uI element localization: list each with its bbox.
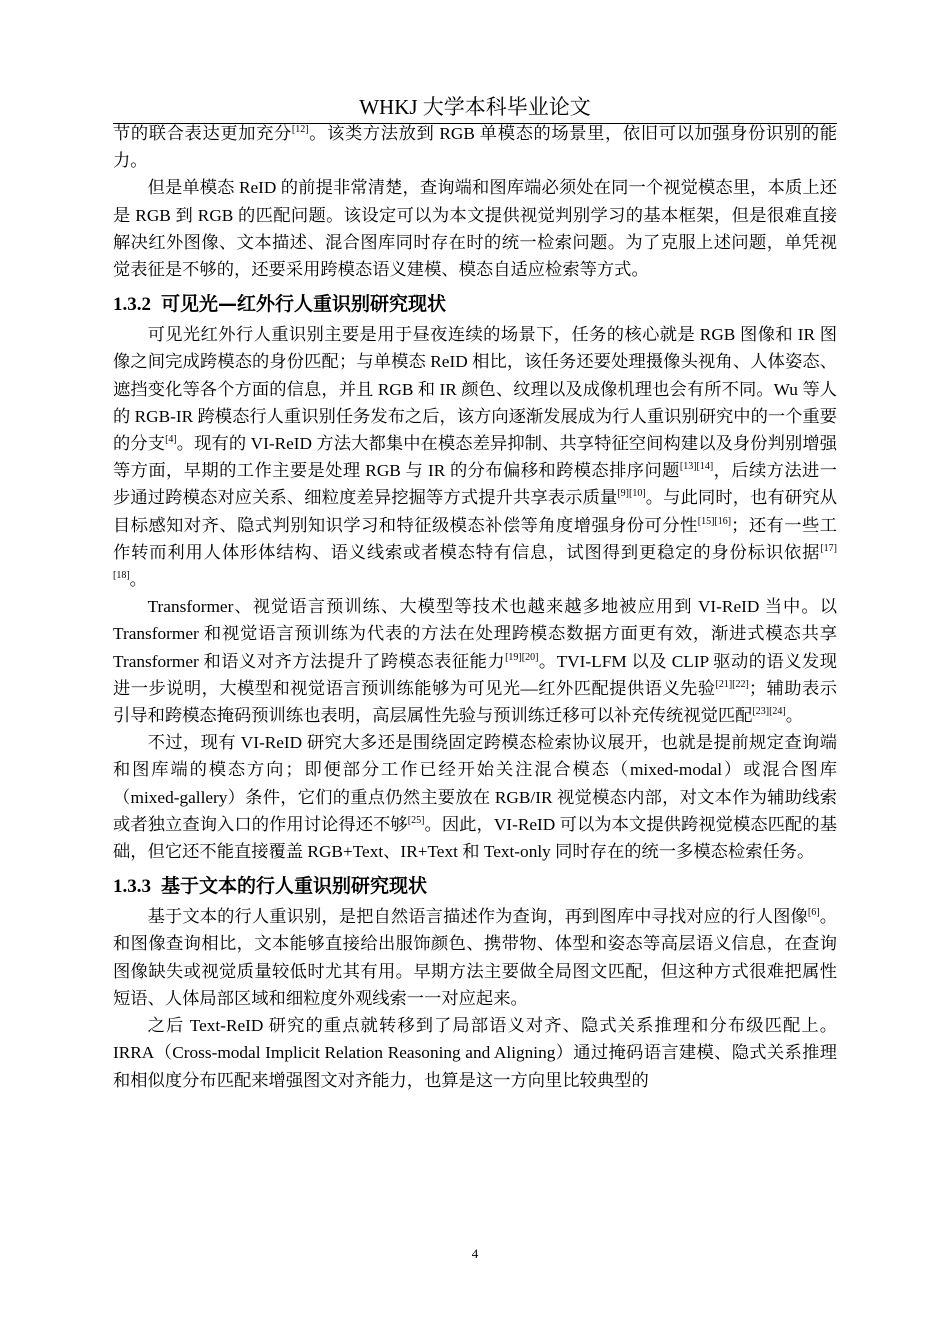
text-run: 。 (129, 570, 147, 590)
text-run: 。与此同时，也有研究从目标感知对齐、隐式判别知识学习和特征级模态补偿等角度增强身份可分性 (113, 488, 837, 535)
citation: [23][24] (752, 706, 786, 718)
paragraph (113, 120, 837, 174)
text-run: 。 (785, 706, 804, 726)
section-number: 1.3.3 (113, 876, 151, 898)
text-run: ；还有一些工作转而利用人体形体结构、语义线索或者模态特有信息，试图得到更稳定的身份标识依据 (113, 515, 837, 562)
section-number: 1.3.2 (113, 294, 151, 316)
citation: [21][22] (715, 679, 749, 691)
text-run: 节的联合表达更加充分 (113, 124, 292, 143)
text-run: 。和图像查询相比，文本能够直接给出服饰颜色、携带物、体型和姿态等高层语义信息，在查询图像缺失或视觉质量较低时尤其有用。早期方法主要做全局图文匹配，但这种方式很难把属性短语、人体局部区域和细粒度外观线索一一对应起来。 (113, 907, 837, 1008)
text-run: 基于文本的行人重识别，是把自然语言描述作为查询，再到图库中寻找对应的行人图像 (147, 907, 808, 927)
running-header: WHKJ 大学本科毕业论文 (359, 95, 591, 119)
text-run: 但是单模态 ReID 的前提非常清楚，查询端和图库端必须处在同一个视觉模态里，本质上还是 RGB 到 RGB 的匹配问题。该设定可以为本文提供视觉判别学习的基本框架，但是很难直接解决红外图像、文本描述、混合图库同时存在时的统一检索问题。为了克服上述问题，单凭视觉表征是不够的，还要采用跨模态语义建模、模态自适应检索等方式。 (113, 178, 837, 280)
paragraph (113, 1012, 837, 1094)
citation: [4] (165, 434, 177, 446)
citation: [25] (407, 815, 425, 827)
paragraph (113, 729, 837, 865)
citation: [17][18] (113, 543, 837, 582)
citation: [15][16] (697, 515, 732, 527)
section-title: 可见光—红外行人重识别研究现状 (161, 293, 447, 316)
section-title: 基于文本的行人重识别研究现状 (161, 875, 428, 898)
text-run: 。因此，VI-ReID 可以为本文提供跨视觉模态匹配的基础，但它还不能直接覆盖 RGB+Text、IR+Text 和 Text-only 同时存在的统一多模态检索任务。 (113, 814, 837, 862)
citation: [9][10] (617, 488, 646, 500)
text-run: 之后 Text-ReID 研究的重点就转移到了局部语义对齐、隐式关系推理和分布级匹配上。IRRA（Cross-modal Implicit Relation Reasoning and Aligning）通过掩码语言建模、隐式关系推理和相似度分布匹配来增强图文对齐能力，也算是这一方向里比较典型的 (113, 1016, 837, 1090)
text-run: Transformer、视觉语言预训练、大模型等技术也越来越多地被应用到 VI-ReID 当中。以 Transformer 和视觉语言预训练为代表的方法在处理跨模态数据方面更有效，渐进式模态共享 Transformer 和语义对齐方法提升了跨模态表征能力 (113, 597, 837, 671)
paragraph (113, 321, 837, 593)
page-number: 4 (471, 1246, 479, 1261)
section-heading-1-3-2 (113, 287, 837, 322)
citation: [6] (807, 907, 820, 919)
citation: [19][20] (505, 651, 539, 663)
text-run: ；辅助表示引导和跨模态掩码预训练也表明，高层属性先验与预训练迁移可以补充传统视觉匹配 (113, 678, 837, 726)
text-run: 不过，现有 VI-ReID 研究大多还是围绕固定跨模态检索协议展开，也就是提前规定查询端和图库端的模态方向；即便部分工作已经开始关注混合模态（mixed-modal）或混合图库（mixed-gallery）条件，它们的重点仍然主要放在 RGB/IR 视觉模态内部，对文本作为辅助线索或者独立查询入口的作用讨论得还不够 (113, 733, 837, 834)
body-text (113, 120, 837, 1094)
text-run: 可见光红外行人重识别主要是用于昼夜连续的场景下，任务的核心就是 RGB 图像和 IR 图像之间完成跨模态的身份匹配；与单模态 ReID 相比，该任务还要处理摄像头视角、人体姿态、遮挡变化等各个方面的信息，并且 RGB 和 IR 颜色、纹理以及成像机理也会有所不同。Wu 等人的 RGB-IR 跨模态行人重识别任务发布之后，该方向逐渐发展成为行人重识别研究中的一个重要的分支 (113, 325, 837, 454)
paragraph (113, 174, 837, 283)
paragraph (113, 593, 837, 729)
text-run: 。现有的 VI-ReID 方法大都集中在模态差异抑制、共享特征空间构建以及身份判别增强等方面，早期的工作主要是处理 RGB 与 IR 的分布偏移和跨模态排序问题 (113, 434, 837, 481)
citation: [13][14] (679, 461, 714, 473)
citation: [12] (291, 124, 309, 136)
text-run: 。该类方法放到 RGB 单模态的场景里，依旧可以加强身份识别的能力。 (113, 124, 837, 171)
text-run: ，后续方法进一步通过跨模态对应关系、细粒度差异挖掘等方式提升共享表示质量 (113, 461, 837, 508)
section-heading-1-3-3 (113, 869, 837, 904)
paragraph (113, 903, 837, 1012)
text-run: 。TVI-LFM 以及 CLIP 驱动的语义发现进一步说明，大模型和视觉语言预训练能够为可见光—红外匹配提供语义先验 (113, 651, 837, 698)
